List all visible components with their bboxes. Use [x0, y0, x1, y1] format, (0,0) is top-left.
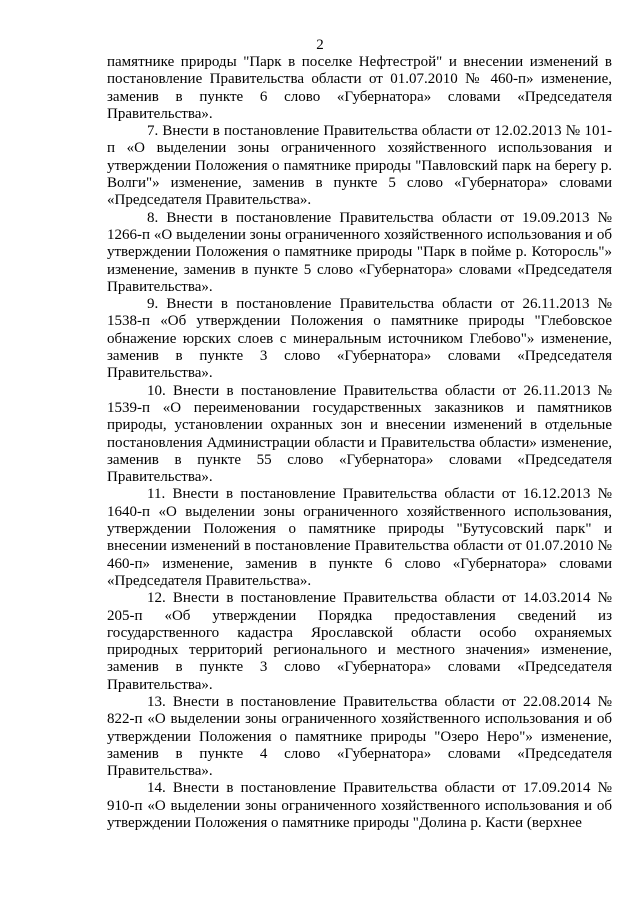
paragraph-item-10: 10. Внести в постановление Правительства области от 26.11.2013 № 1539-п «О переименовании государственных заказников и памятников природы, установлении охранных зон и внесении изменений в отдельные постановления Администрации области и Правительства области» изменение, заменив в пункте 55 слово «Губернатора» словами «Председателя Правительства». — [107, 382, 612, 486]
paragraph-item-8: 8. Внести в постановление Правительства области от 19.09.2013 № 1266-п «О выделении зоны ограниченного хозяйственного использования и об утверждении Положения о памятнике природы "Парк в пойме р. Которосль"» изменение, заменив в пункте 5 слово «Губернатора» словами «Председателя Правительства». — [107, 209, 612, 295]
paragraph-item-11: 11. Внести в постановление Правительства области от 16.12.2013 № 1640-п «О выделении зоны ограниченного хозяйственного использования, утверждении Положения о памятнике природы "Бутусовский парк" и внесении изменений в постановление Правительства области от 01.07.2010 № 460-п» изменение, заменив в пункте 6 слово «Губернатора» словами «Председателя Правительства». — [107, 486, 612, 589]
paragraph-item-6-continuation: памятнике природы "Парк в поселке Нефтестрой" и внесении изменений в постановление Правительства области от 01.07.2010 № 460-п» изменение, заменив в пункте 6 слово «Губернатора» словами «Председателя Правительства». — [107, 54, 612, 122]
paragraph-item-7: 7. Внести в постановление Правительства области от 12.02.2013 № 101-п «О выделении зоны ограниченного хозяйственного использования и утверждении Положения о памятнике природы "Павловский парк на берегу р. Волги"» изменение, заменив в пункте 5 слово «Губернатора» словами «Председателя Правительства». — [107, 123, 612, 209]
page-number: 2 — [316, 37, 324, 53]
document-body — [107, 54, 612, 832]
paragraph-item-13: 13. Внести в постановление Правительства области от 22.08.2014 № 822-п «О выделении зоны ограниченного хозяйственного использования и об утверждении Положения о памятнике природы "Озеро Неро"» изменение, заменив в пункте 4 слово «Губернатора» словами «Председателя Правительства». — [107, 693, 612, 780]
paragraph-item-9: 9. Внести в постановление Правительства области от 26.11.2013 № 1538-п «Об утверждении Положения о памятнике природы "Глебовское обнажение юрских слоев с минеральным источником Глебово"» изменение, заменив в пункте 3 слово «Губернатора» словами «Председателя Правительства». — [107, 296, 612, 382]
paragraph-item-12: 12. Внести в постановление Правительства области от 14.03.2014 № 205-п «Об утверждении Порядка предоставления сведений из государственного кадастра Ярославской области особо охраняемых природных территорий регионального и местного значения» изменение, заменив в пункте 3 слово «Губернатора» словами «Председателя Правительства». — [107, 590, 612, 693]
paragraph-item-14: 14. Внести в постановление Правительства области от 17.09.2014 № 910-п «О выделении зоны ограниченного хозяйственного использования и об утверждении Положения о памятнике природы "Долина р. Касти (верхнее — [107, 780, 612, 832]
